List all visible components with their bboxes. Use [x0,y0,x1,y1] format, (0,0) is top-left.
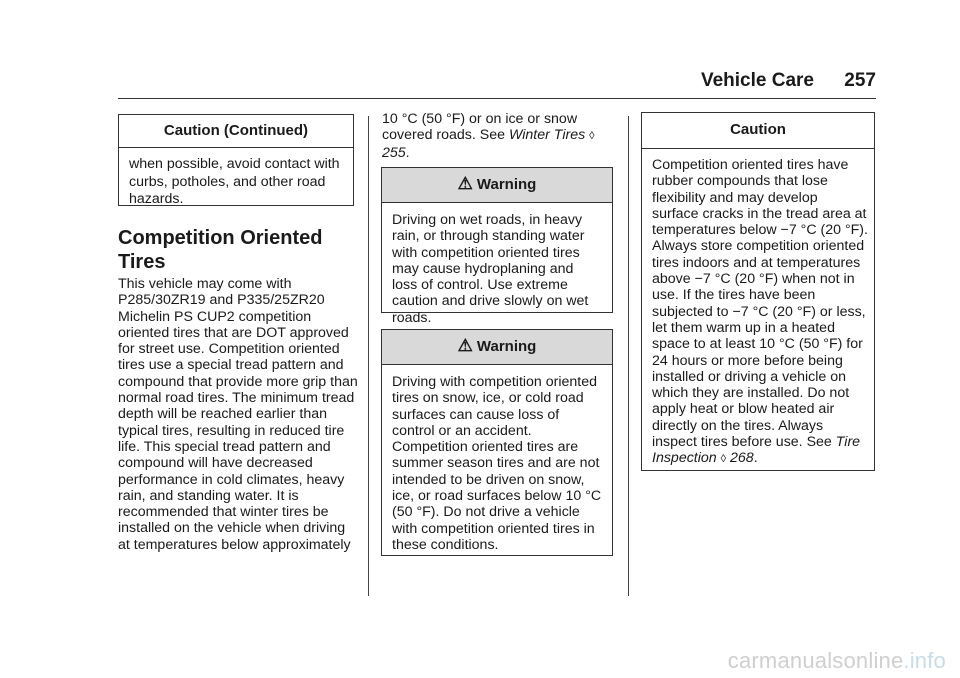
winter-tires-link[interactable]: Winter Tires [508,127,586,144]
section-title: Competition Oriented Tires [118,227,323,273]
warning-box-1-body: Driving on wet roads, in heavy rain, or through standing water with competition oriented tires may cause hydroplaning and loss of control. Use extreme caution and drive slowly on wet roads. [392,212,589,326]
warning-box-2-header [382,330,612,365]
column-divider-2 [628,116,629,596]
caution-continued-box [118,114,354,206]
warning-icon: ⚠ [457,173,473,193]
page-ref-icon: ◊ [589,130,595,143]
watermark-tld: .info [903,648,946,673]
continued-paragraph [382,111,598,161]
warning-icon: ⚠ [457,335,473,355]
sentence-end: . [753,450,758,467]
caution-text: Competition oriented tires have rubber compounds that lose flexibility and may develop surface cracks in the tread area at temperatures below −7 °C (20 °F). Always store competition oriented tires indoors and at temperatures above −7 °C (20 °F) when not in use. If the tires have been subjected to −7 °C (20 °F) or less, let them warm up in a heated space to at least 10 °C (50 °F) for 24 hours or more before being installed or driving a vehicle on which they are installed. Do not apply heat or blow heated air directly on the tires. Always inspect tires before use. See [652,157,868,451]
caution-box [641,112,875,471]
page-header [118,70,876,98]
page-ref-icon: ◊ [720,453,727,466]
header-rule [118,98,876,99]
sentence-end: . [405,144,410,161]
caution-box-title: Caution [642,113,874,149]
warning-box-2-title: Warning [476,337,537,355]
column-divider-1 [368,116,369,596]
warning-box-1-title: Warning [476,175,537,193]
caution-continued-body: when possible, avoid contact with curbs, potholes, and other road hazards. [129,156,340,207]
warning-box-1 [381,167,613,326]
page-header-title: Vehicle Care [700,70,814,91]
winter-tires-page[interactable]: 255 [382,144,406,161]
body-paragraph: This vehicle may come with P285/30ZR19 and P335/25ZR20 Michelin PS CUP2 competition oriented tires that are DOT approved for street use. Competition oriented tires use a special tread pattern and compound that provide more grip than normal road tires. The minimum tread depth will be reached earlier than typical tires, resulting in reduced tire life. This special tread pattern and compound will have decreased performance in cold climates, heavy rain, and standing water. It is recommended that winter tires be installed on the vehicle when driving at temperatures below approximately [118,276,358,553]
tire-inspection-page[interactable]: 268 [730,450,754,467]
caution-continued-title: Caution (Continued) [119,115,353,148]
page-number: 257 [844,70,876,91]
continued-text: 10 °C (50 °F) or on ice or snow covered roads. See [382,111,578,144]
caution-box-body [642,149,874,468]
warning-box-2-body: Driving with competition oriented tires on snow, ice, or cold road surfaces can cause loss of control or an accident. Competition oriented tires are summer season tires and are not intended to be driven on snow, ice, or road surfaces below 10 °C (50 °F). Do not drive a vehicle with competition oriented tires in these conditions. [392,374,602,553]
warning-box-1-header [382,168,612,203]
watermark [728,648,946,674]
warning-box-2 [381,329,613,556]
watermark-main: carmanualsonline [727,648,904,673]
tire-inspection-link[interactable]: Tire Inspection [652,434,861,467]
